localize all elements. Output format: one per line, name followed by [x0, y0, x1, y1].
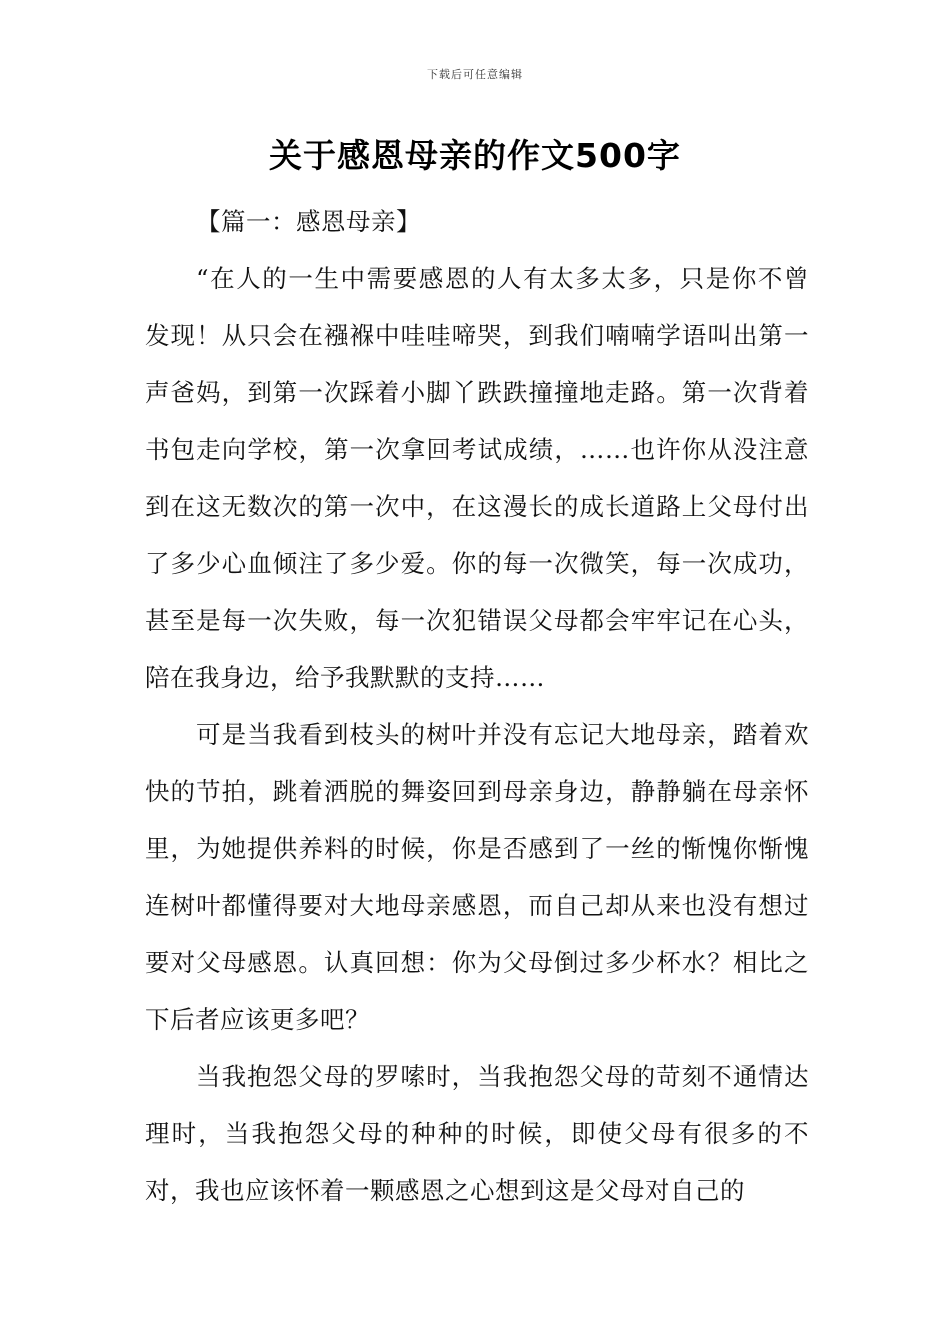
document-title: 关于感恩母亲的作文500字 — [269, 136, 681, 175]
paragraph-2: 可是当我看到枝头的树叶并没有忘记大地母亲，踏着欢快的节拍，跳着洒脱的舞姿回到母亲身边，静静躺在母亲怀里，为她提供养料的时候，你是否感到了一丝的惭愧你惭愧连树叶都懂得要对大地母亲感恩，而自己却从来也没有想过要对父母感恩。认真回想：你为父母倒过多少杯水？相比之下后者应该更多吧？ — [145, 720, 809, 1034]
header-note: 下载后可任意编辑 — [427, 68, 523, 81]
section-heading: 【篇一：感恩母亲】 — [196, 207, 421, 236]
document-body — [145, 193, 809, 1219]
paragraph-1: “在人的一生中需要感恩的人有太多太多，只是你不曾发现！从只会在襁褓中哇哇啼哭，到我们喃喃学语叫出第一声爸妈，到第一次踩着小脚丫跌跌撞撞地走路。第一次背着书包走向学校，第一次拿回考试成绩，……也许你从没注意到在这无数次的第一次中，在这漫长的成长道路上父母付出了多少心血倾注了多少爱。你的每一次微笑，每一次成功，甚至是每一次失败，每一次犯错误父母都会牢牢记在心头，陪在我身边，给予我默默的支持…… — [145, 264, 809, 692]
paragraph-3: 当我抱怨父母的罗嗦时，当我抱怨父母的苛刻不通情达理时，当我抱怨父母的种种的时候，即使父母有很多的不对，我也应该怀着一颗感恩之心想到这是父母对自己的 — [145, 1062, 809, 1205]
